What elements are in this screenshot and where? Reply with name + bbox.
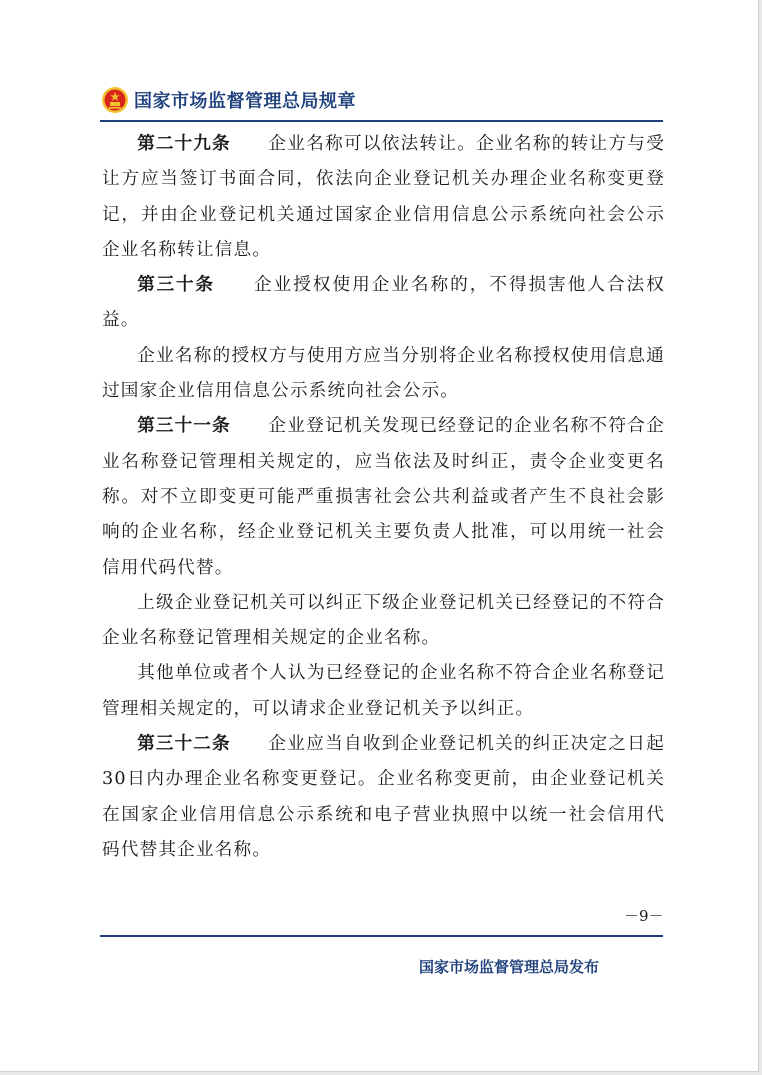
national-emblem-icon	[101, 86, 129, 114]
paragraph-text: 上级企业登记机关可以纠正下级企业登记机关已经登记的不符合企业名称登记管理相关规定的企业名称。	[102, 592, 665, 649]
article-label: 第三十条	[137, 275, 215, 296]
footer-rule	[100, 935, 663, 937]
paragraph-text: 企业授权使用企业名称的，不得损害他人合法权益。	[102, 275, 665, 331]
paragraph	[102, 339, 665, 410]
page-header	[101, 86, 356, 114]
paragraph	[102, 586, 665, 657]
paragraph	[102, 656, 665, 727]
footer-publisher: 国家市场监督管理总局发布	[419, 958, 600, 976]
article-label: 第三十一条	[137, 416, 231, 437]
article-label: 第二十九条	[137, 134, 231, 154]
paragraph-text: 企业应当自收到企业登记机关的纠正决定之日起30日内办理企业名称变更登记。企业名称变更前，由企业登记机关在国家企业信用信息公示系统和电子营业执照中以统一社会信用代码代替其企业名称。	[102, 734, 665, 860]
paragraph-text: 企业名称的授权方与使用方应当分别将企业名称授权使用信息通过国家企业信用信息公示系统向社会公示。	[102, 345, 665, 402]
paragraph	[102, 127, 665, 268]
header-rule	[100, 120, 663, 122]
paragraph	[102, 727, 665, 868]
article-label: 第三十二条	[137, 734, 231, 755]
page-number: －9－	[624, 907, 664, 925]
paragraph-text: 其他单位或者个人认为已经登记的企业名称不符合企业名称登记管理相关规定的，可以请求企业登记机关予以纠正。	[102, 663, 665, 719]
paragraph	[102, 409, 665, 585]
header-title: 国家市场监督管理总局规章	[134, 91, 356, 112]
regulation-body	[102, 127, 665, 868]
paragraph-text: 企业名称可以依法转让。企业名称的转让方与受让方应当签订书面合同，依法向企业登记机关办理企业名称变更登记，并由企业登记机关通过国家企业信用信息公示系统向社会公示企业名称转让信息。	[102, 134, 665, 260]
paragraph	[102, 268, 665, 339]
paragraph-text: 企业登记机关发现已经登记的企业名称不符合企业名称登记管理相关规定的，应当依法及时纠正，责令企业变更名称。对不立即变更可能严重损害社会公共利益或者产生不良社会影响的企业名称，经企业登记机关主要负责人批准，可以用统一社会信用代码代替。	[102, 416, 665, 578]
